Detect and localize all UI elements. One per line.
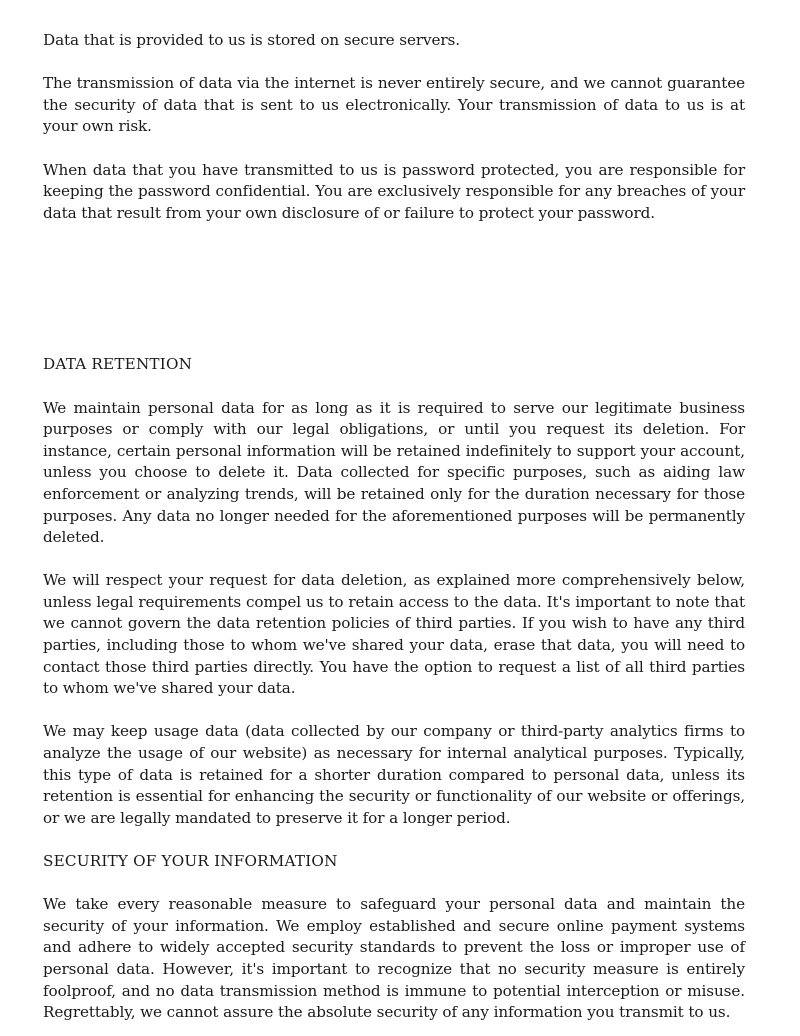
- heading-data-retention: DATA RETENTION: [43, 355, 193, 374]
- paragraph-security-1: We take every reasonable measure to safeguard your personal data and maintain the security of your information. We employ established and secure online payment systems and adhere to widely accepted security standards to prevent the loss or improper use of personal data. However, it's important to recognize that no security measure is entirely foolproof, and no data transmission method is immune to potential interception or misuse. Regrettably, we cannot assure the absolute security of any information you transmit to us.: [43, 895, 745, 1022]
- paragraph-retention-2: We will respect your request for data deletion, as explained more comprehensively below, unless legal requirements compel us to retain access to the data. It's important to note that we cannot govern the data retention policies of third parties. If you wish to have any third parties, including those to whom we've shared your data, erase that data, you will need to contact those third parties directly. You have the option to request a list of all third parties to whom we've shared your data.: [43, 571, 745, 698]
- spacer: [43, 873, 745, 895]
- heading-security: SECURITY OF YOUR INFORMATION: [43, 852, 338, 870]
- paragraph-password: When data that you have transmitted to us is password protected, you are responsible for keeping the password confidential. You are exclusively responsible for any breaches of your data that result from your own disclosure of or failure to protect your password.: [43, 160, 745, 222]
- spacer: [43, 700, 745, 722]
- paragraph-retention-3: We may keep usage data (data collected by our company or third-party analytics firms to analyze the usage of our website) as necessary for internal analytical purposes. Typically, this type of data is retained for a shorter duration compared to personal data, unless its retention is essential for enhancing the security or functionality of our website or offerings, or we are legally mandated to preserve it for a longer period.: [43, 722, 745, 827]
- spacer-large: [43, 224, 745, 354]
- spacer: [43, 138, 745, 160]
- spacer: [43, 52, 745, 74]
- spacer: [43, 829, 745, 851]
- spacer: [43, 549, 745, 571]
- document-page: [43, 30, 745, 1024]
- paragraph-transmission: The transmission of data via the internet is never entirely secure, and we cannot guarantee the security of data that is sent to us electronically. Your transmission of data to us is at your own risk.: [43, 74, 745, 136]
- spacer: [43, 376, 745, 398]
- paragraph-secure-servers: Data that is provided to us is stored on secure servers.: [43, 31, 460, 49]
- paragraph-retention-1: We maintain personal data for as long as it is required to serve our legitimate business purposes or comply with our legal obligations, or until you request its deletion. For instance, certain personal information will be retained indefinitely to support your account, unless you choose to delete it. Data collected for specific purposes, such as aiding law enforcement or analyzing trends, will be retained only for the duration necessary for those purposes. Any data no longer needed for the aforementioned purposes will be permanently deleted.: [43, 398, 745, 547]
